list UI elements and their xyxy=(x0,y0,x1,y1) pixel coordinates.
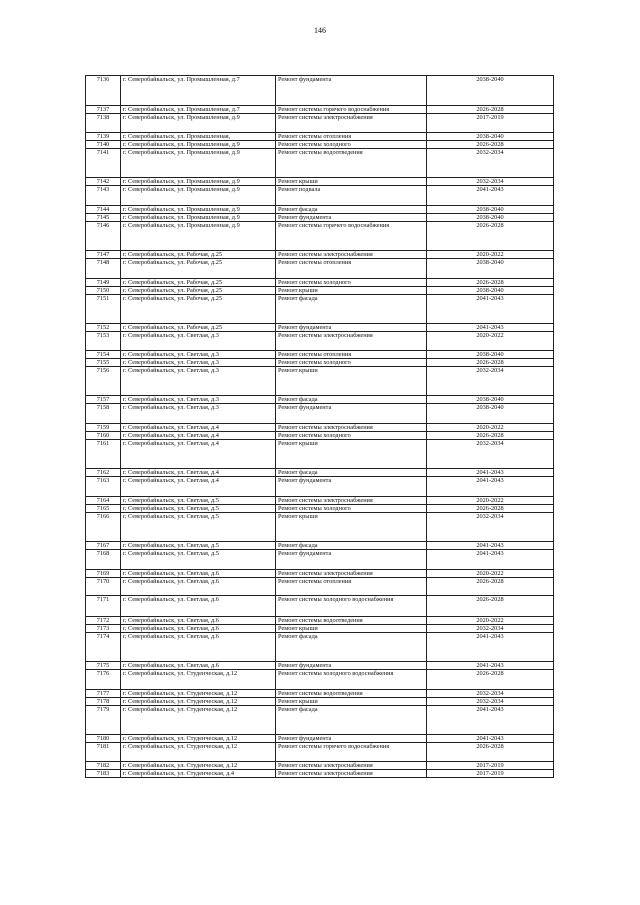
address-cell: г. Северобайкальск, ул. Светлая, д.4 xyxy=(121,469,276,477)
row-number-cell: 7163 xyxy=(86,477,121,497)
period-cell: 2038-2040 xyxy=(427,214,554,222)
address-cell: г. Северобайкальск, ул. Рабочая, д.25 xyxy=(121,324,276,332)
work-type-cell: Ремонт фундамента xyxy=(276,324,427,332)
table-row xyxy=(86,477,554,497)
table-row xyxy=(86,279,554,287)
row-number-cell: 7136 xyxy=(86,76,121,106)
address-cell: г. Северобайкальск, ул. Светлая, д.3 xyxy=(121,332,276,351)
row-number-cell: 7170 xyxy=(86,578,121,596)
address-cell: г. Северобайкальск, ул. Светлая, д.3 xyxy=(121,359,276,367)
row-number-cell: 7183 xyxy=(86,770,121,778)
address-cell: г. Северобайкальск, ул. Светлая, д.6 xyxy=(121,625,276,633)
period-cell: 2026-2028 xyxy=(427,432,554,440)
work-type-cell: Ремонт фасада xyxy=(276,706,427,735)
table-row xyxy=(86,324,554,332)
period-cell: 2041-2043 xyxy=(427,324,554,332)
row-number-cell: 7159 xyxy=(86,424,121,432)
table-row xyxy=(86,76,554,106)
address-cell: г. Северобайкальск, ул. Промышленная, д.9 xyxy=(121,141,276,149)
row-number-cell: 7145 xyxy=(86,214,121,222)
period-cell: 2032-2034 xyxy=(427,367,554,396)
address-cell: г. Северобайкальск, ул. Светлая, д.5 xyxy=(121,513,276,542)
row-number-cell: 7173 xyxy=(86,625,121,633)
period-cell: 2020-2022 xyxy=(427,497,554,505)
work-type-cell: Ремонт системы электроснабжения xyxy=(276,424,427,432)
period-cell: 2026-2028 xyxy=(427,359,554,367)
row-number-cell: 7140 xyxy=(86,141,121,149)
table-row xyxy=(86,214,554,222)
row-number-cell: 7141 xyxy=(86,149,121,178)
work-type-cell: Ремонт системы холодного xyxy=(276,279,427,287)
address-cell: г. Северобайкальск, ул. Светлая, д.6 xyxy=(121,570,276,578)
table-row xyxy=(86,424,554,432)
period-cell: 2038-2040 xyxy=(427,287,554,295)
address-cell: г. Северобайкальск, ул. Рабочая, д.25 xyxy=(121,251,276,259)
row-number-cell: 7168 xyxy=(86,550,121,570)
work-type-cell: Ремонт фундамента xyxy=(276,214,427,222)
work-type-cell: Ремонт фасада xyxy=(276,542,427,550)
work-type-cell: Ремонт системы горячего водоснабжения xyxy=(276,743,427,762)
period-cell: 2032-2034 xyxy=(427,178,554,186)
address-cell: г. Северобайкальск, ул. Студенческая, д.12 xyxy=(121,706,276,735)
address-cell: г. Северобайкальск, ул. Светлая, д.3 xyxy=(121,404,276,424)
work-type-cell: Ремонт системы холодного водоснабжения xyxy=(276,596,427,617)
table-row xyxy=(86,141,554,149)
address-cell: г. Северобайкальск, ул. Студенческая, д.12 xyxy=(121,762,276,770)
row-number-cell: 7181 xyxy=(86,743,121,762)
table-row xyxy=(86,743,554,762)
address-cell: г. Северобайкальск, ул. Светлая, д.6 xyxy=(121,578,276,596)
row-number-cell: 7160 xyxy=(86,432,121,440)
work-type-cell: Ремонт системы электроснабжения xyxy=(276,332,427,351)
period-cell: 2032-2034 xyxy=(427,698,554,706)
period-cell: 2038-2040 xyxy=(427,206,554,214)
table-row xyxy=(86,625,554,633)
work-type-cell: Ремонт крыши xyxy=(276,698,427,706)
period-cell: 2032-2034 xyxy=(427,690,554,698)
address-cell: г. Северобайкальск, ул. Светлая, д.6 xyxy=(121,662,276,670)
row-number-cell: 7153 xyxy=(86,332,121,351)
period-cell: 2020-2022 xyxy=(427,617,554,625)
table-row xyxy=(86,149,554,178)
period-cell: 2032-2034 xyxy=(427,625,554,633)
period-cell: 2038-2040 xyxy=(427,404,554,424)
table-row xyxy=(86,497,554,505)
table-row xyxy=(86,735,554,743)
row-number-cell: 7139 xyxy=(86,133,121,141)
address-cell: г. Северобайкальск, ул. Промышленная, д.9 xyxy=(121,214,276,222)
table-row xyxy=(86,222,554,251)
work-type-cell: Ремонт системы водоотведения xyxy=(276,149,427,178)
period-cell: 2041-2043 xyxy=(427,469,554,477)
work-type-cell: Ремонт системы горячего водоснабжения xyxy=(276,222,427,251)
work-type-cell: Ремонт системы горячего водоснабжения xyxy=(276,106,427,114)
row-number-cell: 7147 xyxy=(86,251,121,259)
work-type-cell: Ремонт системы холодного xyxy=(276,141,427,149)
work-type-cell: Ремонт крыши xyxy=(276,625,427,633)
period-cell: 2020-2022 xyxy=(427,332,554,351)
period-cell: 2017-2019 xyxy=(427,770,554,778)
work-type-cell: Ремонт фундамента xyxy=(276,735,427,743)
period-cell: 2041-2043 xyxy=(427,735,554,743)
work-type-cell: Ремонт системы отопления xyxy=(276,259,427,279)
table-row xyxy=(86,287,554,295)
table-row xyxy=(86,396,554,404)
address-cell: г. Северобайкальск, ул. Светлая, д.5 xyxy=(121,550,276,570)
address-cell: г. Северобайкальск, ул. Студенческая, д.12 xyxy=(121,735,276,743)
row-number-cell: 7167 xyxy=(86,542,121,550)
table-row xyxy=(86,259,554,279)
address-cell: г. Северобайкальск, ул. Светлая, д.4 xyxy=(121,432,276,440)
row-number-cell: 7175 xyxy=(86,662,121,670)
address-cell: г. Северобайкальск, ул. Рабочая, д.25 xyxy=(121,279,276,287)
table-row xyxy=(86,295,554,324)
period-cell: 2020-2022 xyxy=(427,570,554,578)
row-number-cell: 7142 xyxy=(86,178,121,186)
work-type-cell: Ремонт системы электроснабжения xyxy=(276,251,427,259)
address-cell: г. Северобайкальск, ул. Светлая, д.3 xyxy=(121,396,276,404)
period-cell: 2026-2028 xyxy=(427,743,554,762)
period-cell: 2041-2043 xyxy=(427,186,554,206)
row-number-cell: 7151 xyxy=(86,295,121,324)
table-row xyxy=(86,178,554,186)
period-cell: 2041-2043 xyxy=(427,633,554,662)
work-type-cell: Ремонт фундамента xyxy=(276,662,427,670)
row-number-cell: 7171 xyxy=(86,596,121,617)
table-row xyxy=(86,762,554,770)
row-number-cell: 7179 xyxy=(86,706,121,735)
work-type-cell: Ремонт фасада xyxy=(276,206,427,214)
address-cell: г. Северобайкальск, ул. Светлая, д.4 xyxy=(121,440,276,469)
address-cell: г. Северобайкальск, ул. Промышленная, д.9 xyxy=(121,186,276,206)
work-type-cell: Ремонт крыши xyxy=(276,440,427,469)
period-cell: 2041-2043 xyxy=(427,477,554,497)
work-type-cell: Ремонт крыши xyxy=(276,287,427,295)
page-number: 146 xyxy=(314,26,326,35)
period-cell: 2026-2028 xyxy=(427,578,554,596)
row-number-cell: 7169 xyxy=(86,570,121,578)
table-row xyxy=(86,133,554,141)
work-type-cell: Ремонт крыши xyxy=(276,367,427,396)
period-cell: 2020-2022 xyxy=(427,251,554,259)
table-row xyxy=(86,432,554,440)
table-row xyxy=(86,186,554,206)
row-number-cell: 7180 xyxy=(86,735,121,743)
work-type-cell: Ремонт системы отопления xyxy=(276,351,427,359)
row-number-cell: 7158 xyxy=(86,404,121,424)
work-type-cell: Ремонт системы электроснабжения xyxy=(276,497,427,505)
table-row xyxy=(86,670,554,690)
work-type-cell: Ремонт системы электроснабжения xyxy=(276,114,427,133)
table-row xyxy=(86,440,554,469)
address-cell: г. Северобайкальск, ул. Промышленная, д.9 xyxy=(121,149,276,178)
table-row xyxy=(86,332,554,351)
period-cell: 2041-2043 xyxy=(427,550,554,570)
row-number-cell: 7137 xyxy=(86,106,121,114)
address-cell: г. Северобайкальск, ул. Светлая, д.5 xyxy=(121,542,276,550)
period-cell: 2017-2019 xyxy=(427,114,554,133)
row-number-cell: 7143 xyxy=(86,186,121,206)
work-type-cell: Ремонт системы холодного xyxy=(276,359,427,367)
row-number-cell: 7172 xyxy=(86,617,121,625)
address-cell: г. Северобайкальск, ул. Светлая, д.3 xyxy=(121,351,276,359)
address-cell: г. Северобайкальск, ул. Промышленная, д.7 xyxy=(121,106,276,114)
table-row xyxy=(86,251,554,259)
table-row xyxy=(86,513,554,542)
row-number-cell: 7165 xyxy=(86,505,121,513)
period-cell: 2032-2034 xyxy=(427,440,554,469)
table-row xyxy=(86,617,554,625)
work-type-cell: Ремонт системы холодного xyxy=(276,432,427,440)
work-type-cell: Ремонт фундамента xyxy=(276,550,427,570)
period-cell: 2026-2028 xyxy=(427,279,554,287)
table-row xyxy=(86,206,554,214)
row-number-cell: 7148 xyxy=(86,259,121,279)
period-cell: 2038-2040 xyxy=(427,76,554,106)
table-row xyxy=(86,706,554,735)
row-number-cell: 7177 xyxy=(86,690,121,698)
table-row xyxy=(86,505,554,513)
period-cell: 2017-2019 xyxy=(427,762,554,770)
address-cell: г. Северобайкальск, ул. Рабочая, д.25 xyxy=(121,259,276,279)
address-cell: г. Северобайкальск, ул. Промышленная, д.9 xyxy=(121,178,276,186)
work-type-cell: Ремонт фасада xyxy=(276,396,427,404)
period-cell: 2038-2040 xyxy=(427,259,554,279)
row-number-cell: 7150 xyxy=(86,287,121,295)
repair-schedule-table xyxy=(85,75,554,778)
table-row xyxy=(86,570,554,578)
table-row xyxy=(86,578,554,596)
table-row xyxy=(86,698,554,706)
address-cell: г. Северобайкальск, ул. Светлая, д.4 xyxy=(121,477,276,497)
table-row xyxy=(86,596,554,617)
period-cell: 2041-2043 xyxy=(427,542,554,550)
row-number-cell: 7155 xyxy=(86,359,121,367)
row-number-cell: 7156 xyxy=(86,367,121,396)
table-row xyxy=(86,114,554,133)
row-number-cell: 7157 xyxy=(86,396,121,404)
row-number-cell: 7182 xyxy=(86,762,121,770)
work-type-cell: Ремонт системы отопления xyxy=(276,133,427,141)
period-cell: 2032-2034 xyxy=(427,149,554,178)
row-number-cell: 7178 xyxy=(86,698,121,706)
work-type-cell: Ремонт подвала xyxy=(276,186,427,206)
table-row xyxy=(86,770,554,778)
address-cell: г. Северобайкальск, ул. Светлая, д.3 xyxy=(121,367,276,396)
table-row xyxy=(86,662,554,670)
table-row xyxy=(86,469,554,477)
address-cell: г. Северобайкальск, ул. Светлая, д.5 xyxy=(121,505,276,513)
work-type-cell: Ремонт системы электроснабжения xyxy=(276,762,427,770)
address-cell: г. Северобайкальск, ул. Светлая, д.6 xyxy=(121,596,276,617)
work-type-cell: Ремонт крыши xyxy=(276,178,427,186)
work-type-cell: Ремонт системы электроснабжения xyxy=(276,770,427,778)
row-number-cell: 7176 xyxy=(86,670,121,690)
period-cell: 2038-2040 xyxy=(427,396,554,404)
address-cell: г. Северобайкальск, ул. Светлая, д.5 xyxy=(121,497,276,505)
work-type-cell: Ремонт системы водоотведения xyxy=(276,690,427,698)
table-row xyxy=(86,542,554,550)
address-cell: г. Северобайкальск, ул. Студенческая, д.12 xyxy=(121,670,276,690)
work-type-cell: Ремонт фасада xyxy=(276,295,427,324)
row-number-cell: 7174 xyxy=(86,633,121,662)
work-type-cell: Ремонт системы холодного водоснабжения xyxy=(276,670,427,690)
period-cell: 2032-2034 xyxy=(427,513,554,542)
work-type-cell: Ремонт фасада xyxy=(276,469,427,477)
period-cell: 2041-2043 xyxy=(427,706,554,735)
table-row xyxy=(86,690,554,698)
row-number-cell: 7138 xyxy=(86,114,121,133)
period-cell: 2038-2040 xyxy=(427,351,554,359)
period-cell: 2041-2043 xyxy=(427,295,554,324)
row-number-cell: 7146 xyxy=(86,222,121,251)
address-cell: г. Северобайкальск, ул. Студенческая, д.12 xyxy=(121,690,276,698)
row-number-cell: 7161 xyxy=(86,440,121,469)
work-type-cell: Ремонт системы отопления xyxy=(276,578,427,596)
row-number-cell: 7152 xyxy=(86,324,121,332)
row-number-cell: 7162 xyxy=(86,469,121,477)
table-row xyxy=(86,404,554,424)
work-type-cell: Ремонт системы электроснабжения xyxy=(276,570,427,578)
address-cell: г. Северобайкальск, ул. Промышленная, д.7 xyxy=(121,76,276,106)
period-cell: 2026-2028 xyxy=(427,106,554,114)
address-cell: г. Северобайкальск, ул. Светлая, д.6 xyxy=(121,617,276,625)
work-type-cell: Ремонт крыши xyxy=(276,513,427,542)
work-type-cell: Ремонт системы водоотведения xyxy=(276,617,427,625)
address-cell: г. Северобайкальск, ул. Студенческая, д.12 xyxy=(121,743,276,762)
address-cell: г. Северобайкальск, ул. Рабочая, д.25 xyxy=(121,295,276,324)
address-cell: г. Северобайкальск, ул. Рабочая, д.25 xyxy=(121,287,276,295)
address-cell: г. Северобайкальск, ул. Светлая, д.6 xyxy=(121,633,276,662)
row-number-cell: 7144 xyxy=(86,206,121,214)
period-cell: 2038-2040 xyxy=(427,133,554,141)
address-cell: г. Северобайкальск, ул. Студенческая, д.12 xyxy=(121,698,276,706)
period-cell: 2041-2043 xyxy=(427,662,554,670)
work-type-cell: Ремонт фасада xyxy=(276,633,427,662)
row-number-cell: 7166 xyxy=(86,513,121,542)
work-type-cell: Ремонт фундамента xyxy=(276,76,427,106)
address-cell: г. Северобайкальск, ул. Светлая, д.4 xyxy=(121,424,276,432)
table-row xyxy=(86,367,554,396)
address-cell: г. Северобайкальск, ул. Студенческая, д.4 xyxy=(121,770,276,778)
table-row xyxy=(86,633,554,662)
period-cell: 2026-2028 xyxy=(427,222,554,251)
row-number-cell: 7164 xyxy=(86,497,121,505)
table-row xyxy=(86,351,554,359)
period-cell: 2026-2028 xyxy=(427,596,554,617)
table-row xyxy=(86,359,554,367)
period-cell: 2026-2028 xyxy=(427,141,554,149)
address-cell: г. Северобайкальск, ул. Промышленная, д.9 xyxy=(121,222,276,251)
period-cell: 2020-2022 xyxy=(427,424,554,432)
period-cell: 2026-2028 xyxy=(427,670,554,690)
address-cell: г. Северобайкальск, ул. Промышленная, xyxy=(121,133,276,141)
period-cell: 2026-2028 xyxy=(427,505,554,513)
table-row xyxy=(86,106,554,114)
work-type-cell: Ремонт системы холодного xyxy=(276,505,427,513)
table-body xyxy=(86,76,554,778)
work-type-cell: Ремонт фундамента xyxy=(276,477,427,497)
address-cell: г. Северобайкальск, ул. Промышленная, д.9 xyxy=(121,114,276,133)
address-cell: г. Северобайкальск, ул. Промышленная, д.9 xyxy=(121,206,276,214)
work-type-cell: Ремонт фундамента xyxy=(276,404,427,424)
row-number-cell: 7149 xyxy=(86,279,121,287)
table-row xyxy=(86,550,554,570)
row-number-cell: 7154 xyxy=(86,351,121,359)
